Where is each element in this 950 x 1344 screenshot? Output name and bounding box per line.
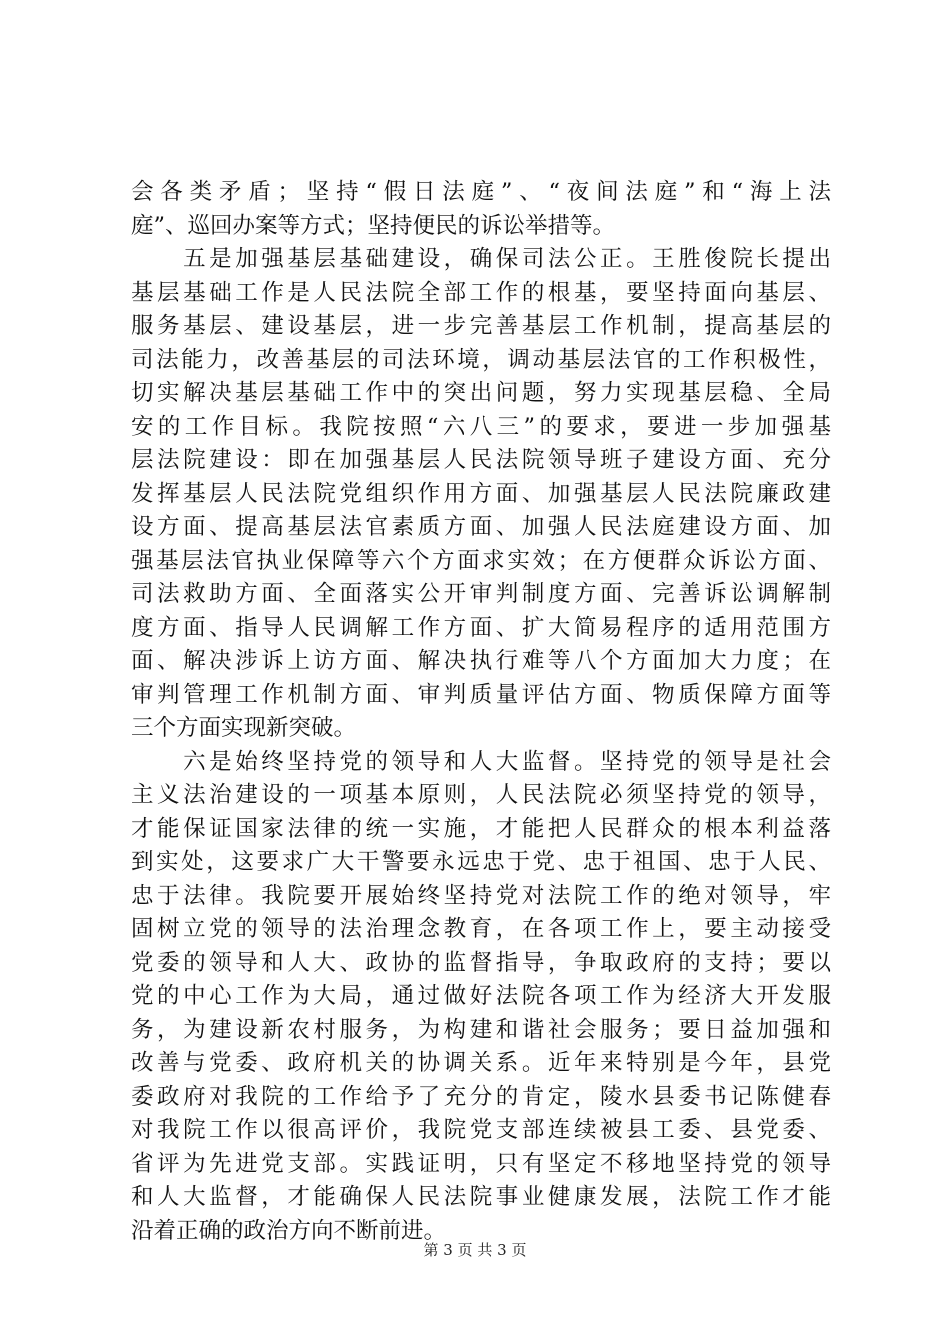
text-line: 设方面、提高基层法官素质方面、加强人民法庭建设方面、加 (131, 514, 831, 540)
text-line: 六是始终坚持党的领导和人大监督。坚持党的领导是社会 (131, 748, 831, 775)
text-line: 改善与党委、政府机关的协调关系。近年来特别是今年，县党 (131, 1050, 831, 1076)
text-line: 切实解决基层基础工作中的突出问题，努力实现基层稳、全局 (131, 380, 831, 406)
text-line: 层法院建设：即在加强基层人民法院领导班子建设方面、充分 (131, 447, 831, 473)
text-line: 庭”、巡回办案等方式；坚持便民的诉讼举措等。 (131, 212, 616, 239)
text-line: 忠于法律。我院要开展始终坚持党对法院工作的绝对领导，牢 (131, 882, 831, 909)
page-footer: 第 3 页 共 3 页 (423, 1241, 527, 1259)
text-line: 司法能力，改善基层的司法环境，调动基层法官的工作积极性， (131, 346, 831, 373)
document-body (131, 176, 831, 1248)
text-line: 司法救助方面、全面落实公开审判制度方面、完善诉讼调解制 (131, 581, 831, 607)
text-line: 服务基层、建设基层，进一步完善基层工作机制，提高基层的 (131, 313, 831, 339)
text-line: 五是加强基层基础建设，确保司法公正。王胜俊院长提出 (131, 246, 831, 272)
text-line: 三个方面实现新突破。 (131, 715, 357, 741)
text-line: 对我院工作以很高评价，我院党支部连续被县工委、县党委、 (131, 1117, 831, 1143)
text-line: 才能保证国家法律的统一实施，才能把人民群众的根本利益落 (131, 815, 831, 842)
text-line: 到实处，这要求广大干警要永远忠于党、忠于祖国、忠于人民、 (131, 849, 831, 875)
text-line: 委政府对我院的工作给予了充分的肯定，陵水县委书记陈健春 (131, 1083, 831, 1110)
text-line: 党委的领导和人大、政协的监督指导，争取政府的支持；要以 (131, 949, 831, 976)
text-line: 务，为建设新农村服务，为构建和谐社会服务；要日益加强和 (131, 1016, 831, 1043)
text-line: 党的中心工作为大局，通过做好法院各项工作为经济大开发服 (131, 983, 831, 1009)
text-line: 强基层法官执业保障等六个方面求实效；在方便群众诉讼方面、 (131, 547, 831, 574)
text-line: 发挥基层人民法院党组织作用方面、加强基层人民法院廉政建 (131, 480, 831, 507)
text-line: 度方面、指导人民调解工作方面、扩大简易程序的适用范围方 (131, 614, 831, 641)
text-line: 省评为先进党支部。实践证明，只有坚定不移地坚持党的领导 (131, 1150, 831, 1177)
text-line: 会各类矛盾；坚持“假日法庭”、“夜间法庭”和“海上法 (131, 179, 831, 205)
text-line: 固树立党的领导的法治理念教育，在各项工作上，要主动接受 (131, 916, 831, 942)
text-line: 主义法治建设的一项基本原则，人民法院必须坚持党的领导， (131, 782, 831, 808)
text-line: 沿着正确的政治方向不断前进。 (131, 1217, 447, 1244)
text-line: 审判管理工作机制方面、审判质量评估方面、物质保障方面等 (131, 681, 831, 708)
text-line: 面、解决涉诉上访方面、解决执行难等八个方面加大力度；在 (131, 648, 831, 674)
text-line: 和人大监督，才能确保人民法院事业健康发展，法院工作才能 (131, 1184, 831, 1210)
text-line: 安的工作目标。我院按照“六八三”的要求，要进一步加强基 (131, 413, 831, 440)
text-line: 基层基础工作是人民法院全部工作的根基，要坚持面向基层、 (131, 279, 831, 306)
